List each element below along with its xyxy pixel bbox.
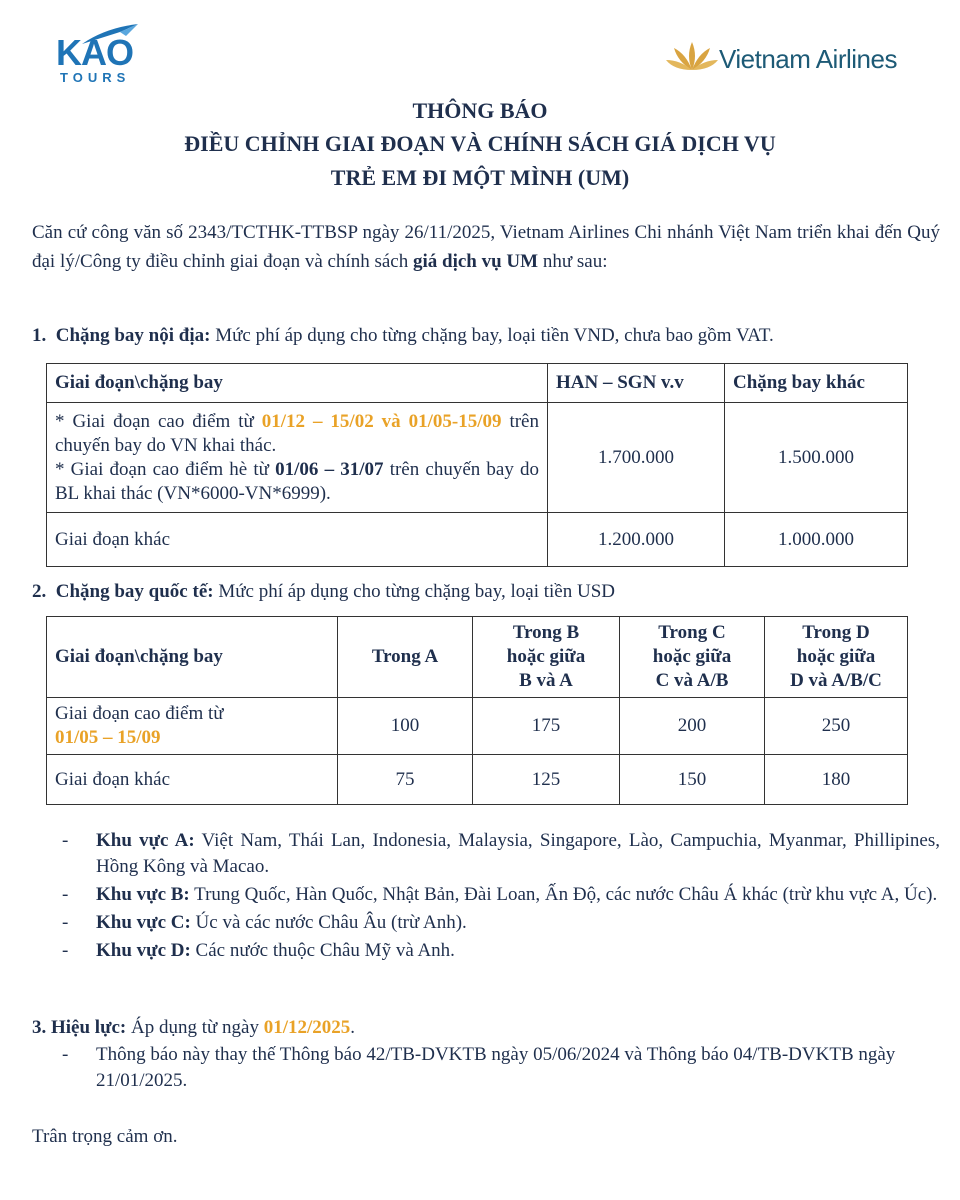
- section-title: Chặng bay quốc tế:: [55, 581, 214, 602]
- dash-bullet: -: [62, 830, 69, 851]
- dash-bullet: -: [62, 884, 69, 905]
- col-header-other: Chặng bay khác: [725, 364, 908, 403]
- col-header-zone-a: Trong A: [338, 617, 473, 698]
- period-mark: .: [350, 1017, 356, 1038]
- header-line: Trong B: [512, 622, 580, 643]
- header-line: C và A/B: [655, 670, 729, 691]
- header-line: hoặc giữa: [506, 646, 586, 667]
- section-title: Chặng bay nội địa:: [55, 325, 211, 346]
- section-desc: Mức phí áp dụng cho từng chặng bay, loại tiền VND, chưa bao gồm VAT.: [210, 325, 774, 346]
- table-row: [47, 755, 908, 805]
- kao-tours-logo: [50, 22, 150, 88]
- section-1-heading: [32, 322, 774, 350]
- col-header-zone-c: [620, 617, 765, 698]
- period-cell: Giai đoạn khác: [47, 513, 548, 567]
- kao-word: KAO: [56, 32, 133, 73]
- region-text: Trung Quốc, Hàn Quốc, Nhật Bản, Đài Loan, Ấn Độ, các nước Châu Á khác (trừ khu vực A, Úc).: [189, 884, 938, 905]
- header-line: Trong C: [658, 622, 726, 643]
- title-line-2: ĐIỀU CHỈNH GIAI ĐOẠN VÀ CHÍNH SÁCH GIÁ DỊCH VỤ: [184, 131, 776, 156]
- effective-notes: [62, 1042, 902, 1096]
- period-text: Giai đoạn cao điểm từ: [55, 703, 224, 724]
- header-line: hoặc giữa: [652, 646, 732, 667]
- price-cell: 200: [620, 698, 765, 755]
- period-text: trên chuyến bay do BL khai thác (VN*6000-VN*6999).: [55, 458, 540, 504]
- list-item: [62, 828, 940, 880]
- highlight-date: 01/12 – 15/02 và 01/05-15/09: [261, 410, 502, 432]
- region-list: [62, 828, 940, 966]
- bold-date: 01/06 – 31/07: [275, 458, 384, 480]
- header-line: hoặc giữa: [796, 646, 876, 667]
- section-desc: Áp dụng từ ngày: [126, 1017, 264, 1038]
- intro-text: Căn cứ công văn số 2343/TCTHK-TTBSP ngày 26/11/2025, Vietnam Airlines Chi nhánh Việt Nam triển khai đến Quý đại lý/Công ty điều chỉnh giai đoạn và chính sách: [32, 222, 940, 272]
- dash-bullet: -: [62, 912, 69, 933]
- list-item: [62, 938, 940, 964]
- list-item: [62, 882, 940, 908]
- intro-paragraph: [32, 218, 940, 276]
- region-text: Úc và các nước Châu Âu (trừ Anh).: [190, 912, 467, 933]
- section-title: 3. Hiệu lực:: [32, 1017, 127, 1038]
- region-label: Khu vực A:: [96, 830, 195, 851]
- region-label: Khu vực B:: [96, 884, 190, 905]
- col-header-han-sgn: HAN – SGN v.v: [548, 364, 725, 403]
- price-cell: 125: [473, 755, 620, 805]
- note-text: Thông báo này thay thế Thông báo 42/TB-DVKTB ngày 05/06/2024 và Thông báo 04/TB-DVKTB ngày 21/01/2025.: [96, 1044, 896, 1091]
- price-cell: 1.700.000: [548, 403, 725, 513]
- period-cell: Giai đoạn khác: [47, 755, 338, 805]
- section-2-heading: [32, 578, 615, 606]
- dash-bullet: -: [62, 1044, 69, 1065]
- domestic-fee-table: [46, 363, 908, 567]
- vietnam-airlines-logo: [664, 38, 934, 78]
- region-label: Khu vực D:: [96, 940, 191, 961]
- col-header-zone-d: [765, 617, 908, 698]
- region-label: Khu vực C:: [96, 912, 191, 933]
- lotus-icon: [664, 38, 720, 76]
- title-line-3: TRẺ EM ĐI MỘT MÌNH (UM): [330, 165, 630, 190]
- price-cell: 75: [338, 755, 473, 805]
- region-text: Việt Nam, Thái Lan, Indonesia, Malaysia, Singapore, Lào, Campuchia, Myanmar, Phillipines, Hồng Kông và Macao.: [96, 830, 941, 877]
- price-cell: 175: [473, 698, 620, 755]
- header-line: Trong D: [802, 622, 870, 643]
- dash-bullet: -: [62, 940, 69, 961]
- closing-text: Trân trọng cảm ơn.: [32, 1126, 178, 1147]
- period-text: * Giai đoạn cao điểm từ: [55, 410, 262, 432]
- list-item: [62, 910, 940, 936]
- header: [0, 0, 960, 100]
- col-header-period: Giai đoạn\chặng bay: [47, 617, 338, 698]
- vietnam-airlines-word: Vietnam Airlines: [719, 44, 897, 74]
- section-3-heading: [32, 1014, 355, 1042]
- price-cell: 180: [765, 755, 908, 805]
- kao-tagline: TOURS: [60, 70, 131, 85]
- col-header-period: Giai đoạn\chặng bay: [47, 364, 548, 403]
- list-item: [62, 1042, 902, 1094]
- intro-bold: giá dịch vụ UM: [412, 251, 539, 272]
- price-cell: 1.500.000: [725, 403, 908, 513]
- header-line: B và A: [519, 670, 573, 691]
- highlight-date: 01/05 – 15/09: [55, 727, 161, 748]
- price-cell: 250: [765, 698, 908, 755]
- international-fee-table: [46, 616, 908, 805]
- section-desc: Mức phí áp dụng cho từng chặng bay, loại tiền USD: [213, 581, 615, 602]
- title-line-1: THÔNG BÁO: [412, 98, 548, 123]
- period-cell: [47, 403, 548, 513]
- col-header-zone-b: [473, 617, 620, 698]
- table-row: [47, 403, 908, 513]
- region-text: Các nước thuộc Châu Mỹ và Anh.: [190, 940, 455, 961]
- price-cell: 1.200.000: [548, 513, 725, 567]
- price-cell: 100: [338, 698, 473, 755]
- table-row: [47, 513, 908, 567]
- intro-text-end: như sau:: [538, 251, 608, 272]
- period-text: * Giai đoạn cao điểm hè từ: [55, 458, 276, 480]
- price-cell: 150: [620, 755, 765, 805]
- period-cell: [47, 698, 338, 755]
- header-line: D và A/B/C: [790, 670, 882, 691]
- effective-date: 01/12/2025: [263, 1017, 351, 1038]
- price-cell: 1.000.000: [725, 513, 908, 567]
- period-text: trên chuyến bay do VN khai thác.: [55, 410, 539, 456]
- section-number: 2.: [32, 581, 47, 602]
- table-row: [47, 698, 908, 755]
- section-number: 1.: [32, 325, 47, 346]
